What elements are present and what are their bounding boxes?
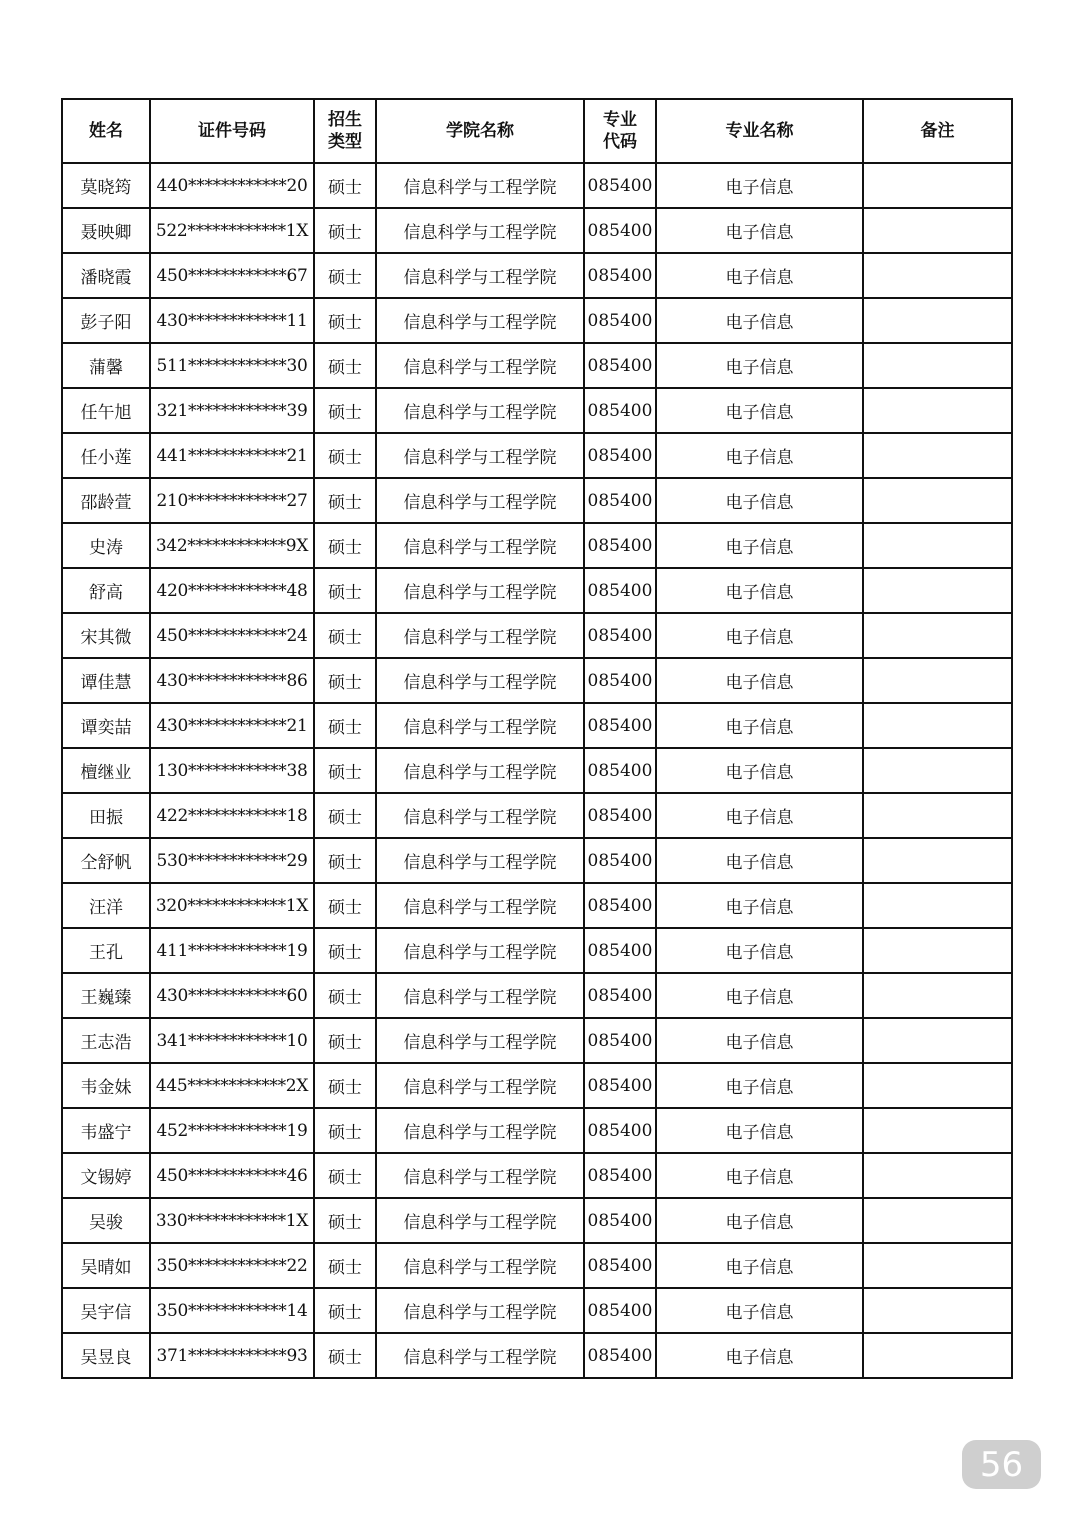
cell-note bbox=[863, 433, 1012, 478]
cell-college: 信息科学与工程学院 bbox=[376, 748, 584, 793]
cell-major: 电子信息 bbox=[656, 478, 863, 523]
cell-name: 吴晴如 bbox=[62, 1243, 150, 1288]
cell-id: 342************9X bbox=[150, 523, 314, 568]
cell-type: 硕士 bbox=[314, 208, 376, 253]
table-row bbox=[62, 343, 1012, 388]
cell-type: 硕士 bbox=[314, 568, 376, 613]
cell-name: 莫晓筠 bbox=[62, 163, 150, 208]
cell-id: 430************11 bbox=[150, 298, 314, 343]
cell-type: 硕士 bbox=[314, 1288, 376, 1333]
table-row bbox=[62, 568, 1012, 613]
cell-type: 硕士 bbox=[314, 838, 376, 883]
cell-type: 硕士 bbox=[314, 793, 376, 838]
cell-name: 史涛 bbox=[62, 523, 150, 568]
header-id: 证件号码 bbox=[150, 99, 314, 163]
cell-id: 511************30 bbox=[150, 343, 314, 388]
cell-major: 电子信息 bbox=[656, 1333, 863, 1378]
cell-name: 韦盛宁 bbox=[62, 1108, 150, 1153]
cell-code: 085400 bbox=[584, 883, 656, 928]
cell-name: 谭佳慧 bbox=[62, 658, 150, 703]
header-row bbox=[62, 99, 1012, 163]
cell-college: 信息科学与工程学院 bbox=[376, 523, 584, 568]
cell-major: 电子信息 bbox=[656, 658, 863, 703]
cell-name: 吴昱良 bbox=[62, 1333, 150, 1378]
header-name: 姓名 bbox=[62, 99, 150, 163]
cell-code: 085400 bbox=[584, 1108, 656, 1153]
cell-id: 450************67 bbox=[150, 253, 314, 298]
table-row bbox=[62, 1018, 1012, 1063]
table-row bbox=[62, 1288, 1012, 1333]
cell-major: 电子信息 bbox=[656, 613, 863, 658]
cell-name: 任午旭 bbox=[62, 388, 150, 433]
cell-code: 085400 bbox=[584, 478, 656, 523]
cell-id: 210************27 bbox=[150, 478, 314, 523]
cell-code: 085400 bbox=[584, 298, 656, 343]
table-row bbox=[62, 208, 1012, 253]
cell-college: 信息科学与工程学院 bbox=[376, 658, 584, 703]
cell-note bbox=[863, 973, 1012, 1018]
cell-note bbox=[863, 1243, 1012, 1288]
cell-college: 信息科学与工程学院 bbox=[376, 478, 584, 523]
table-row bbox=[62, 1243, 1012, 1288]
cell-name: 汪洋 bbox=[62, 883, 150, 928]
cell-name: 邵龄萱 bbox=[62, 478, 150, 523]
cell-id: 450************46 bbox=[150, 1153, 314, 1198]
cell-id: 452************19 bbox=[150, 1108, 314, 1153]
table-row bbox=[62, 973, 1012, 1018]
cell-name: 文锡婷 bbox=[62, 1153, 150, 1198]
table-row bbox=[62, 253, 1012, 298]
cell-code: 085400 bbox=[584, 163, 656, 208]
cell-name: 蒲馨 bbox=[62, 343, 150, 388]
cell-college: 信息科学与工程学院 bbox=[376, 388, 584, 433]
cell-note bbox=[863, 1063, 1012, 1108]
cell-id: 441************21 bbox=[150, 433, 314, 478]
cell-type: 硕士 bbox=[314, 343, 376, 388]
cell-name: 檀继业 bbox=[62, 748, 150, 793]
cell-name: 谭奕喆 bbox=[62, 703, 150, 748]
cell-college: 信息科学与工程学院 bbox=[376, 1063, 584, 1108]
table-row bbox=[62, 1198, 1012, 1243]
cell-type: 硕士 bbox=[314, 748, 376, 793]
cell-note bbox=[863, 208, 1012, 253]
cell-major: 电子信息 bbox=[656, 1063, 863, 1108]
cell-note bbox=[863, 253, 1012, 298]
cell-id: 430************21 bbox=[150, 703, 314, 748]
cell-id: 430************86 bbox=[150, 658, 314, 703]
cell-type: 硕士 bbox=[314, 613, 376, 658]
cell-note bbox=[863, 748, 1012, 793]
table-row bbox=[62, 388, 1012, 433]
cell-college: 信息科学与工程学院 bbox=[376, 1243, 584, 1288]
cell-college: 信息科学与工程学院 bbox=[376, 883, 584, 928]
cell-id: 430************60 bbox=[150, 973, 314, 1018]
cell-college: 信息科学与工程学院 bbox=[376, 703, 584, 748]
table-row bbox=[62, 1153, 1012, 1198]
cell-id: 321************39 bbox=[150, 388, 314, 433]
cell-code: 085400 bbox=[584, 973, 656, 1018]
header-code: 专业 代码 bbox=[584, 99, 656, 163]
header-type: 招生 类型 bbox=[314, 99, 376, 163]
cell-type: 硕士 bbox=[314, 478, 376, 523]
cell-type: 硕士 bbox=[314, 433, 376, 478]
cell-note bbox=[863, 1333, 1012, 1378]
table-row bbox=[62, 793, 1012, 838]
cell-code: 085400 bbox=[584, 433, 656, 478]
cell-code: 085400 bbox=[584, 838, 656, 883]
cell-name: 吴骏 bbox=[62, 1198, 150, 1243]
cell-college: 信息科学与工程学院 bbox=[376, 163, 584, 208]
cell-code: 085400 bbox=[584, 658, 656, 703]
cell-note bbox=[863, 1288, 1012, 1333]
cell-id: 371************93 bbox=[150, 1333, 314, 1378]
cell-major: 电子信息 bbox=[656, 1243, 863, 1288]
cell-note bbox=[863, 1153, 1012, 1198]
table-row bbox=[62, 658, 1012, 703]
cell-id: 330************1X bbox=[150, 1198, 314, 1243]
cell-college: 信息科学与工程学院 bbox=[376, 1018, 584, 1063]
cell-note bbox=[863, 568, 1012, 613]
cell-type: 硕士 bbox=[314, 523, 376, 568]
cell-type: 硕士 bbox=[314, 1018, 376, 1063]
table-row bbox=[62, 613, 1012, 658]
page-number-badge: 56 bbox=[962, 1440, 1041, 1489]
cell-code: 085400 bbox=[584, 523, 656, 568]
cell-college: 信息科学与工程学院 bbox=[376, 433, 584, 478]
cell-id: 420************48 bbox=[150, 568, 314, 613]
student-roster-table bbox=[61, 98, 1013, 1379]
cell-note bbox=[863, 1198, 1012, 1243]
cell-college: 信息科学与工程学院 bbox=[376, 1198, 584, 1243]
table-row bbox=[62, 748, 1012, 793]
cell-name: 仝舒帆 bbox=[62, 838, 150, 883]
cell-note bbox=[863, 1108, 1012, 1153]
cell-type: 硕士 bbox=[314, 928, 376, 973]
cell-type: 硕士 bbox=[314, 1063, 376, 1108]
cell-id: 522************1X bbox=[150, 208, 314, 253]
cell-id: 440************20 bbox=[150, 163, 314, 208]
cell-name: 王孔 bbox=[62, 928, 150, 973]
cell-note bbox=[863, 703, 1012, 748]
cell-note bbox=[863, 343, 1012, 388]
cell-major: 电子信息 bbox=[656, 883, 863, 928]
cell-name: 韦金妹 bbox=[62, 1063, 150, 1108]
cell-major: 电子信息 bbox=[656, 838, 863, 883]
cell-college: 信息科学与工程学院 bbox=[376, 568, 584, 613]
cell-major: 电子信息 bbox=[656, 1018, 863, 1063]
cell-name: 任小莲 bbox=[62, 433, 150, 478]
cell-type: 硕士 bbox=[314, 1198, 376, 1243]
cell-college: 信息科学与工程学院 bbox=[376, 1288, 584, 1333]
cell-code: 085400 bbox=[584, 388, 656, 433]
cell-name: 王巍臻 bbox=[62, 973, 150, 1018]
cell-college: 信息科学与工程学院 bbox=[376, 1333, 584, 1378]
cell-id: 130************38 bbox=[150, 748, 314, 793]
cell-code: 085400 bbox=[584, 613, 656, 658]
table-row bbox=[62, 478, 1012, 523]
cell-major: 电子信息 bbox=[656, 928, 863, 973]
cell-note bbox=[863, 388, 1012, 433]
cell-name: 宋其微 bbox=[62, 613, 150, 658]
cell-college: 信息科学与工程学院 bbox=[376, 793, 584, 838]
cell-code: 085400 bbox=[584, 928, 656, 973]
cell-code: 085400 bbox=[584, 1018, 656, 1063]
cell-major: 电子信息 bbox=[656, 1198, 863, 1243]
cell-type: 硕士 bbox=[314, 883, 376, 928]
cell-type: 硕士 bbox=[314, 1333, 376, 1378]
cell-id: 422************18 bbox=[150, 793, 314, 838]
cell-major: 电子信息 bbox=[656, 163, 863, 208]
cell-note bbox=[863, 1018, 1012, 1063]
cell-major: 电子信息 bbox=[656, 568, 863, 613]
cell-college: 信息科学与工程学院 bbox=[376, 1153, 584, 1198]
header-major: 专业名称 bbox=[656, 99, 863, 163]
cell-major: 电子信息 bbox=[656, 523, 863, 568]
cell-college: 信息科学与工程学院 bbox=[376, 1108, 584, 1153]
table-row bbox=[62, 1108, 1012, 1153]
cell-name: 聂映卿 bbox=[62, 208, 150, 253]
cell-type: 硕士 bbox=[314, 1108, 376, 1153]
cell-college: 信息科学与工程学院 bbox=[376, 253, 584, 298]
cell-id: 450************24 bbox=[150, 613, 314, 658]
cell-code: 085400 bbox=[584, 1198, 656, 1243]
header-note: 备注 bbox=[863, 99, 1012, 163]
cell-major: 电子信息 bbox=[656, 703, 863, 748]
cell-code: 085400 bbox=[584, 793, 656, 838]
cell-code: 085400 bbox=[584, 748, 656, 793]
cell-college: 信息科学与工程学院 bbox=[376, 208, 584, 253]
cell-id: 320************1X bbox=[150, 883, 314, 928]
cell-major: 电子信息 bbox=[656, 208, 863, 253]
cell-type: 硕士 bbox=[314, 298, 376, 343]
cell-note bbox=[863, 523, 1012, 568]
cell-note bbox=[863, 883, 1012, 928]
cell-note bbox=[863, 838, 1012, 883]
cell-code: 085400 bbox=[584, 1243, 656, 1288]
cell-college: 信息科学与工程学院 bbox=[376, 343, 584, 388]
table-row bbox=[62, 838, 1012, 883]
cell-college: 信息科学与工程学院 bbox=[376, 298, 584, 343]
cell-type: 硕士 bbox=[314, 388, 376, 433]
cell-note bbox=[863, 658, 1012, 703]
cell-major: 电子信息 bbox=[656, 973, 863, 1018]
table-row bbox=[62, 883, 1012, 928]
cell-id: 341************10 bbox=[150, 1018, 314, 1063]
cell-type: 硕士 bbox=[314, 163, 376, 208]
cell-major: 电子信息 bbox=[656, 298, 863, 343]
cell-note bbox=[863, 793, 1012, 838]
cell-code: 085400 bbox=[584, 1153, 656, 1198]
cell-code: 085400 bbox=[584, 1333, 656, 1378]
cell-college: 信息科学与工程学院 bbox=[376, 613, 584, 658]
cell-type: 硕士 bbox=[314, 973, 376, 1018]
cell-id: 411************19 bbox=[150, 928, 314, 973]
cell-major: 电子信息 bbox=[656, 433, 863, 478]
table-row bbox=[62, 1333, 1012, 1378]
cell-code: 085400 bbox=[584, 703, 656, 748]
cell-name: 田振 bbox=[62, 793, 150, 838]
cell-id: 350************14 bbox=[150, 1288, 314, 1333]
cell-type: 硕士 bbox=[314, 703, 376, 748]
cell-type: 硕士 bbox=[314, 253, 376, 298]
cell-note bbox=[863, 478, 1012, 523]
cell-major: 电子信息 bbox=[656, 388, 863, 433]
cell-name: 王志浩 bbox=[62, 1018, 150, 1063]
cell-note bbox=[863, 298, 1012, 343]
cell-major: 电子信息 bbox=[656, 1288, 863, 1333]
table-row bbox=[62, 298, 1012, 343]
cell-id: 445************2X bbox=[150, 1063, 314, 1108]
table-row bbox=[62, 433, 1012, 478]
cell-college: 信息科学与工程学院 bbox=[376, 973, 584, 1018]
cell-type: 硕士 bbox=[314, 1243, 376, 1288]
cell-major: 电子信息 bbox=[656, 1108, 863, 1153]
cell-code: 085400 bbox=[584, 253, 656, 298]
cell-type: 硕士 bbox=[314, 1153, 376, 1198]
cell-code: 085400 bbox=[584, 343, 656, 388]
cell-major: 电子信息 bbox=[656, 1153, 863, 1198]
cell-major: 电子信息 bbox=[656, 253, 863, 298]
table-row bbox=[62, 163, 1012, 208]
cell-code: 085400 bbox=[584, 568, 656, 613]
cell-major: 电子信息 bbox=[656, 793, 863, 838]
cell-note bbox=[863, 163, 1012, 208]
cell-name: 彭子阳 bbox=[62, 298, 150, 343]
cell-code: 085400 bbox=[584, 1063, 656, 1108]
cell-major: 电子信息 bbox=[656, 748, 863, 793]
cell-name: 舒高 bbox=[62, 568, 150, 613]
cell-college: 信息科学与工程学院 bbox=[376, 838, 584, 883]
cell-major: 电子信息 bbox=[656, 343, 863, 388]
cell-code: 085400 bbox=[584, 1288, 656, 1333]
cell-type: 硕士 bbox=[314, 658, 376, 703]
cell-code: 085400 bbox=[584, 208, 656, 253]
cell-note bbox=[863, 928, 1012, 973]
table-body bbox=[62, 163, 1012, 1378]
cell-id: 530************29 bbox=[150, 838, 314, 883]
cell-name: 吴宇信 bbox=[62, 1288, 150, 1333]
cell-name: 潘晓霞 bbox=[62, 253, 150, 298]
cell-id: 350************22 bbox=[150, 1243, 314, 1288]
cell-note bbox=[863, 613, 1012, 658]
table-row bbox=[62, 523, 1012, 568]
header-college: 学院名称 bbox=[376, 99, 584, 163]
cell-college: 信息科学与工程学院 bbox=[376, 928, 584, 973]
table-row bbox=[62, 703, 1012, 748]
table-row bbox=[62, 1063, 1012, 1108]
table-row bbox=[62, 928, 1012, 973]
